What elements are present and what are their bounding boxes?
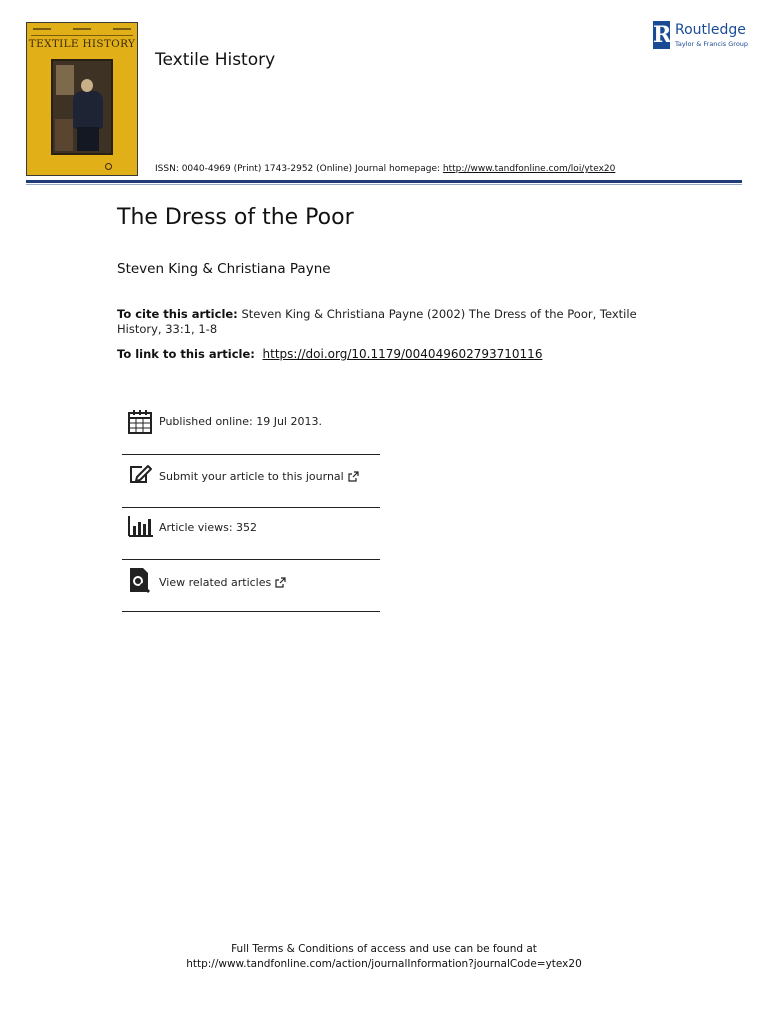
footer [0, 942, 768, 972]
link-label: To link to this article: [117, 347, 255, 361]
external-link-icon [348, 471, 359, 482]
related-articles-text[interactable] [159, 576, 286, 589]
article-views-row [122, 514, 380, 564]
article-title: The Dress of the Poor [117, 205, 354, 230]
published-online-text: Published online: 19 Jul 2013. [159, 415, 322, 428]
search-document-icon [126, 566, 154, 594]
header-rule-thin [26, 184, 742, 185]
header-rule [26, 180, 742, 183]
doi-line [117, 347, 542, 361]
citation [117, 307, 657, 337]
row-divider [122, 611, 380, 612]
cite-text: Steven King & Christiana Payne (2002) The Dress of the Poor, Textile History, 33:1, 1-8 [117, 307, 637, 336]
issn-text: ISSN: 0040-4969 (Print) 1743-2952 (Online) Journal homepage: [155, 164, 443, 174]
journal-title: Textile History [155, 50, 276, 70]
submit-article-row[interactable] [122, 462, 380, 512]
footer-terms-text: Full Terms & Conditions of access and use can be found at [231, 943, 537, 955]
cover-portrait-painting [51, 59, 113, 155]
cover-title: TEXTILE HISTORY [28, 38, 136, 50]
footer-terms-url[interactable]: http://www.tandfonline.com/action/journalInformation?journalCode=ytex20 [186, 958, 582, 970]
routledge-logo-icon: R [653, 22, 672, 48]
doi-link[interactable]: https://doi.org/10.1179/004049602793710116 [262, 347, 543, 361]
row-divider [122, 507, 380, 508]
external-link-icon [275, 577, 286, 588]
journal-cover-image [26, 22, 138, 176]
submit-article-label[interactable]: Submit your article to this journal [159, 470, 344, 483]
calendar-icon [126, 408, 154, 436]
publisher-subtitle: Taylor & Francis Group [675, 40, 749, 48]
article-views-text: Article views: 352 [159, 521, 258, 534]
cover-top-rule [31, 27, 133, 36]
publisher-logo [653, 21, 749, 51]
related-articles-label[interactable]: View related articles [159, 576, 272, 589]
row-divider [122, 454, 380, 455]
row-divider [122, 559, 380, 560]
related-articles-row[interactable] [122, 566, 380, 616]
journal-homepage-link[interactable]: http://www.tandfonline.com/loi/ytex20 [442, 164, 616, 174]
article-authors: Steven King & Christiana Payne [117, 261, 331, 277]
cite-label: To cite this article: [117, 307, 238, 321]
issn-line [155, 164, 615, 174]
submit-article-text[interactable] [159, 470, 359, 483]
publisher-name: Routledge [675, 22, 746, 38]
edit-icon [126, 462, 154, 490]
published-online-row [122, 408, 380, 458]
bar-chart-icon [126, 514, 154, 542]
cover-publisher-logo [105, 163, 127, 171]
